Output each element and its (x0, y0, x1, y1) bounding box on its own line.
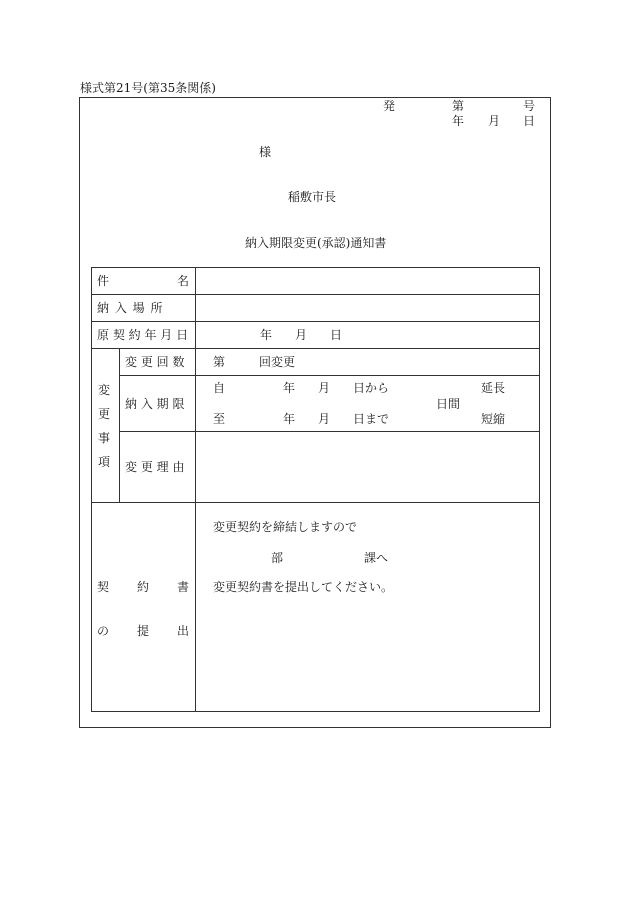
department-label: 部 (271, 551, 284, 565)
hatsu-label: 発 (383, 99, 396, 113)
submission-label-3: 出 (177, 624, 190, 638)
kenmei-label-2: 名 (177, 274, 190, 288)
change-count-label: 変 更 回 数 (125, 355, 185, 369)
dai-label: 第 (452, 99, 465, 113)
from-month: 月 (318, 381, 331, 395)
change-items-label-2: 更 (98, 407, 111, 421)
delivery-deadline-label: 納 入 期 限 (125, 397, 185, 411)
change-count-value: 回変更 (259, 355, 296, 369)
change-count-dai: 第 (213, 355, 226, 369)
contract-label-1: 契 (97, 580, 110, 594)
change-reason-label: 変 更 理 由 (125, 460, 185, 474)
contract-label-3: 書 (177, 580, 190, 594)
change-items-label-1: 変 (98, 383, 111, 397)
from-year: 年 (283, 381, 296, 395)
to-year: 年 (283, 412, 296, 426)
change-items-label-4: 項 (98, 455, 111, 469)
contract-line-3: 変更契約書を提出してください。 (213, 580, 394, 594)
original-contract-date-label: 原 契 約 年 月 日 (97, 328, 189, 342)
delivery-place-label: 納 入 場 所 (97, 301, 164, 315)
go-label: 号 (523, 99, 536, 113)
month-label: 月 (488, 114, 501, 128)
form-number: 様式第21号(第35条関係) (80, 81, 216, 95)
kenmei-label-1: 件 (97, 274, 110, 288)
contract-label-2: 約 (137, 580, 150, 594)
to-prefix: 至 (213, 412, 226, 426)
issuer-name: 稲敷市長 (288, 190, 337, 204)
original-month: 月 (295, 328, 308, 342)
day-label: 日 (523, 114, 536, 128)
contract-line-1: 変更契約を締結しますので (213, 520, 358, 534)
section-label: 課へ (364, 551, 389, 565)
to-month: 月 (318, 412, 331, 426)
year-label: 年 (452, 114, 465, 128)
days-label: 日間 (436, 397, 461, 411)
shortening-label: 短縮 (481, 412, 506, 426)
original-day: 日 (330, 328, 343, 342)
from-suffix: 日から (353, 381, 390, 395)
document-title: 納入期限変更(承認)通知書 (245, 236, 387, 250)
original-year: 年 (260, 328, 273, 342)
extension-label: 延長 (481, 381, 506, 395)
change-items-label-3: 事 (98, 431, 111, 445)
submission-label-2: 提 (137, 624, 150, 638)
from-prefix: 自 (213, 381, 226, 395)
to-suffix: 日まで (353, 412, 390, 426)
submission-label-1: の (97, 624, 110, 638)
addressee-suffix: 様 (259, 145, 272, 159)
